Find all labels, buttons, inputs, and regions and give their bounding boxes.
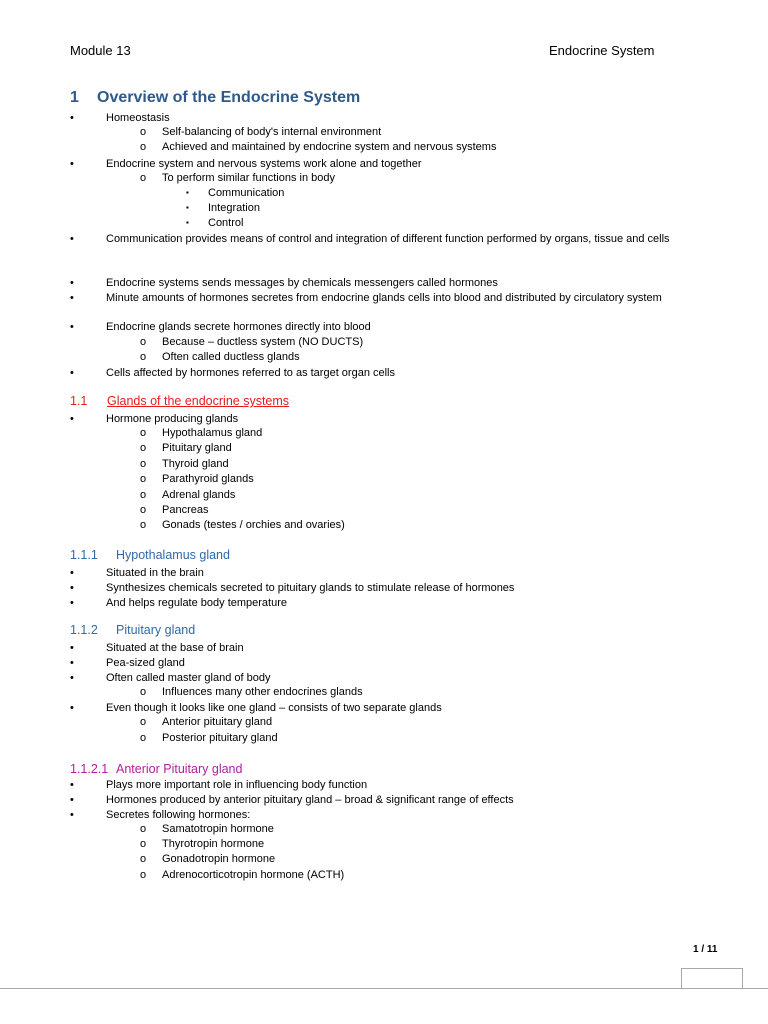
circle-marker: o [140,686,147,698]
bullet-marker: • [70,657,74,669]
heading-text: Pituitary gland [116,623,196,637]
list-item: ▪ Integration [186,202,260,214]
bullet-marker: • [70,567,74,579]
list-item: • Endocrine glands secrete hormones directly into blood [70,321,371,333]
bullet-marker: • [70,112,74,124]
circle-marker: o [140,442,147,454]
circle-marker: o [140,519,147,531]
circle-marker: o [140,504,147,516]
heading-number: 1.1.2 [70,623,98,637]
list-item: o To perform similar functions in body [140,172,336,184]
list-item: o Adrenocorticotropin hormone (ACTH) [140,869,345,881]
heading-text: Overview of the Endocrine System [97,89,361,106]
heading-number: 1 [70,89,79,106]
square-marker: ▪ [186,203,189,212]
list-item: o Influences many other endocrines glands [140,686,363,698]
header-module: Module 13 [70,43,131,58]
square-marker: ▪ [186,218,189,227]
list-item: • Endocrine systems sends messages by chemicals messengers called hormones [70,277,498,289]
list-item: • Cells affected by hormones referred to as target organ cells [70,367,396,379]
list-item: • Plays more important role in influencing body function [70,779,368,791]
page-number: 1 / 11 [693,944,718,955]
bullet-marker: • [70,413,74,425]
heading-1 [70,89,360,107]
circle-marker: o [140,351,147,363]
circle-marker: o [140,489,147,501]
circle-marker: o [140,823,147,835]
bullet-marker: • [70,642,74,654]
list-item: o Gonads (testes / orchies and ovaries) [140,519,345,531]
list-item: • Hormone producing glands [70,413,239,425]
circle-marker: o [140,336,147,348]
circle-marker: o [140,427,147,439]
list-item: • Situated at the base of brain [70,642,244,654]
bullet-marker: • [70,672,74,684]
bullet-marker: • [70,277,74,289]
list-item: o Often called ductless glands [140,351,300,363]
heading-3 [70,623,195,637]
list-item: o Gonadotropin hormone [140,853,276,865]
heading-number: 1.1 [70,394,88,408]
bullet-marker: • [70,582,74,594]
list-item: o Anterior pituitary gland [140,716,273,728]
list-item: • Even though it looks like one gland – consists of two separate glands [70,702,442,714]
heading-3 [70,548,230,562]
footer-tab [681,968,743,988]
list-item: • Communication provides means of control and integration of different function performed by organs, tissue and cells [70,233,670,245]
list-item: o Thyroid gland [140,458,229,470]
list-item: • Secretes following hormones: [70,809,251,821]
bullet-marker: • [70,233,74,245]
heading-text: Glands of the endocrine systems [107,394,290,408]
circle-marker: o [140,172,147,184]
list-item: o Samatotropin hormone [140,823,274,835]
list-item: o Because – ductless system (NO DUCTS) [140,336,364,348]
circle-marker: o [140,869,147,881]
list-item: o Thyrotropin hormone [140,838,265,850]
list-item: • Pea-sized gland [70,657,185,669]
list-item: ▪ Control [186,217,244,229]
heading-number: 1.1.1 [70,548,98,562]
circle-marker: o [140,838,147,850]
circle-marker: o [140,126,147,138]
list-item: • And helps regulate body temperature [70,597,288,609]
list-item: • Synthesizes chemicals secreted to pituitary glands to stimulate release of hormones [70,582,515,594]
circle-marker: o [140,458,147,470]
heading-number: 1.1.2.1 [70,762,109,776]
list-item: • Situated in the brain [70,567,204,579]
header-title: Endocrine System [549,43,655,58]
circle-marker: o [140,716,147,728]
bullet-marker: • [70,321,74,333]
list-item: o Pituitary gland [140,442,232,454]
list-item: • Endocrine system and nervous systems work alone and together [70,158,422,170]
list-item: • Often called master gland of body [70,672,271,684]
list-item: o Self-balancing of body's internal environment [140,126,382,138]
list-item: o Pancreas [140,504,209,516]
heading-text: Hypothalamus gland [116,548,230,562]
bullet-marker: • [70,158,74,170]
circle-marker: o [140,141,147,153]
bullet-marker: • [70,367,74,379]
bullet-marker: • [70,702,74,714]
list-item: o Parathyroid glands [140,473,254,485]
circle-marker: o [140,732,147,744]
heading-4 [70,762,242,776]
bullet-marker: • [70,809,74,821]
footer-divider [0,988,768,989]
list-item: • Homeostasis [70,112,170,124]
heading-text: Anterior Pituitary gland [116,762,243,776]
bullet-marker: • [70,597,74,609]
list-item: ▪ Communication [186,187,285,199]
list-item: o Achieved and maintained by endocrine system and nervous systems [140,141,497,153]
list-item: o Adrenal glands [140,489,236,501]
list-item: o Hypothalamus gland [140,427,263,439]
list-item: o Posterior pituitary gland [140,732,278,744]
bullet-marker: • [70,794,74,806]
circle-marker: o [140,853,147,865]
bullet-marker: • [70,292,74,304]
bullet-marker: • [70,779,74,791]
list-item: • Hormones produced by anterior pituitary gland – broad & significant range of effects [70,794,514,806]
circle-marker: o [140,473,147,485]
square-marker: ▪ [186,188,189,197]
heading-2 [70,394,289,408]
list-item: • Minute amounts of hormones secretes from endocrine glands cells into blood and distributed by circulatory system [70,292,662,304]
